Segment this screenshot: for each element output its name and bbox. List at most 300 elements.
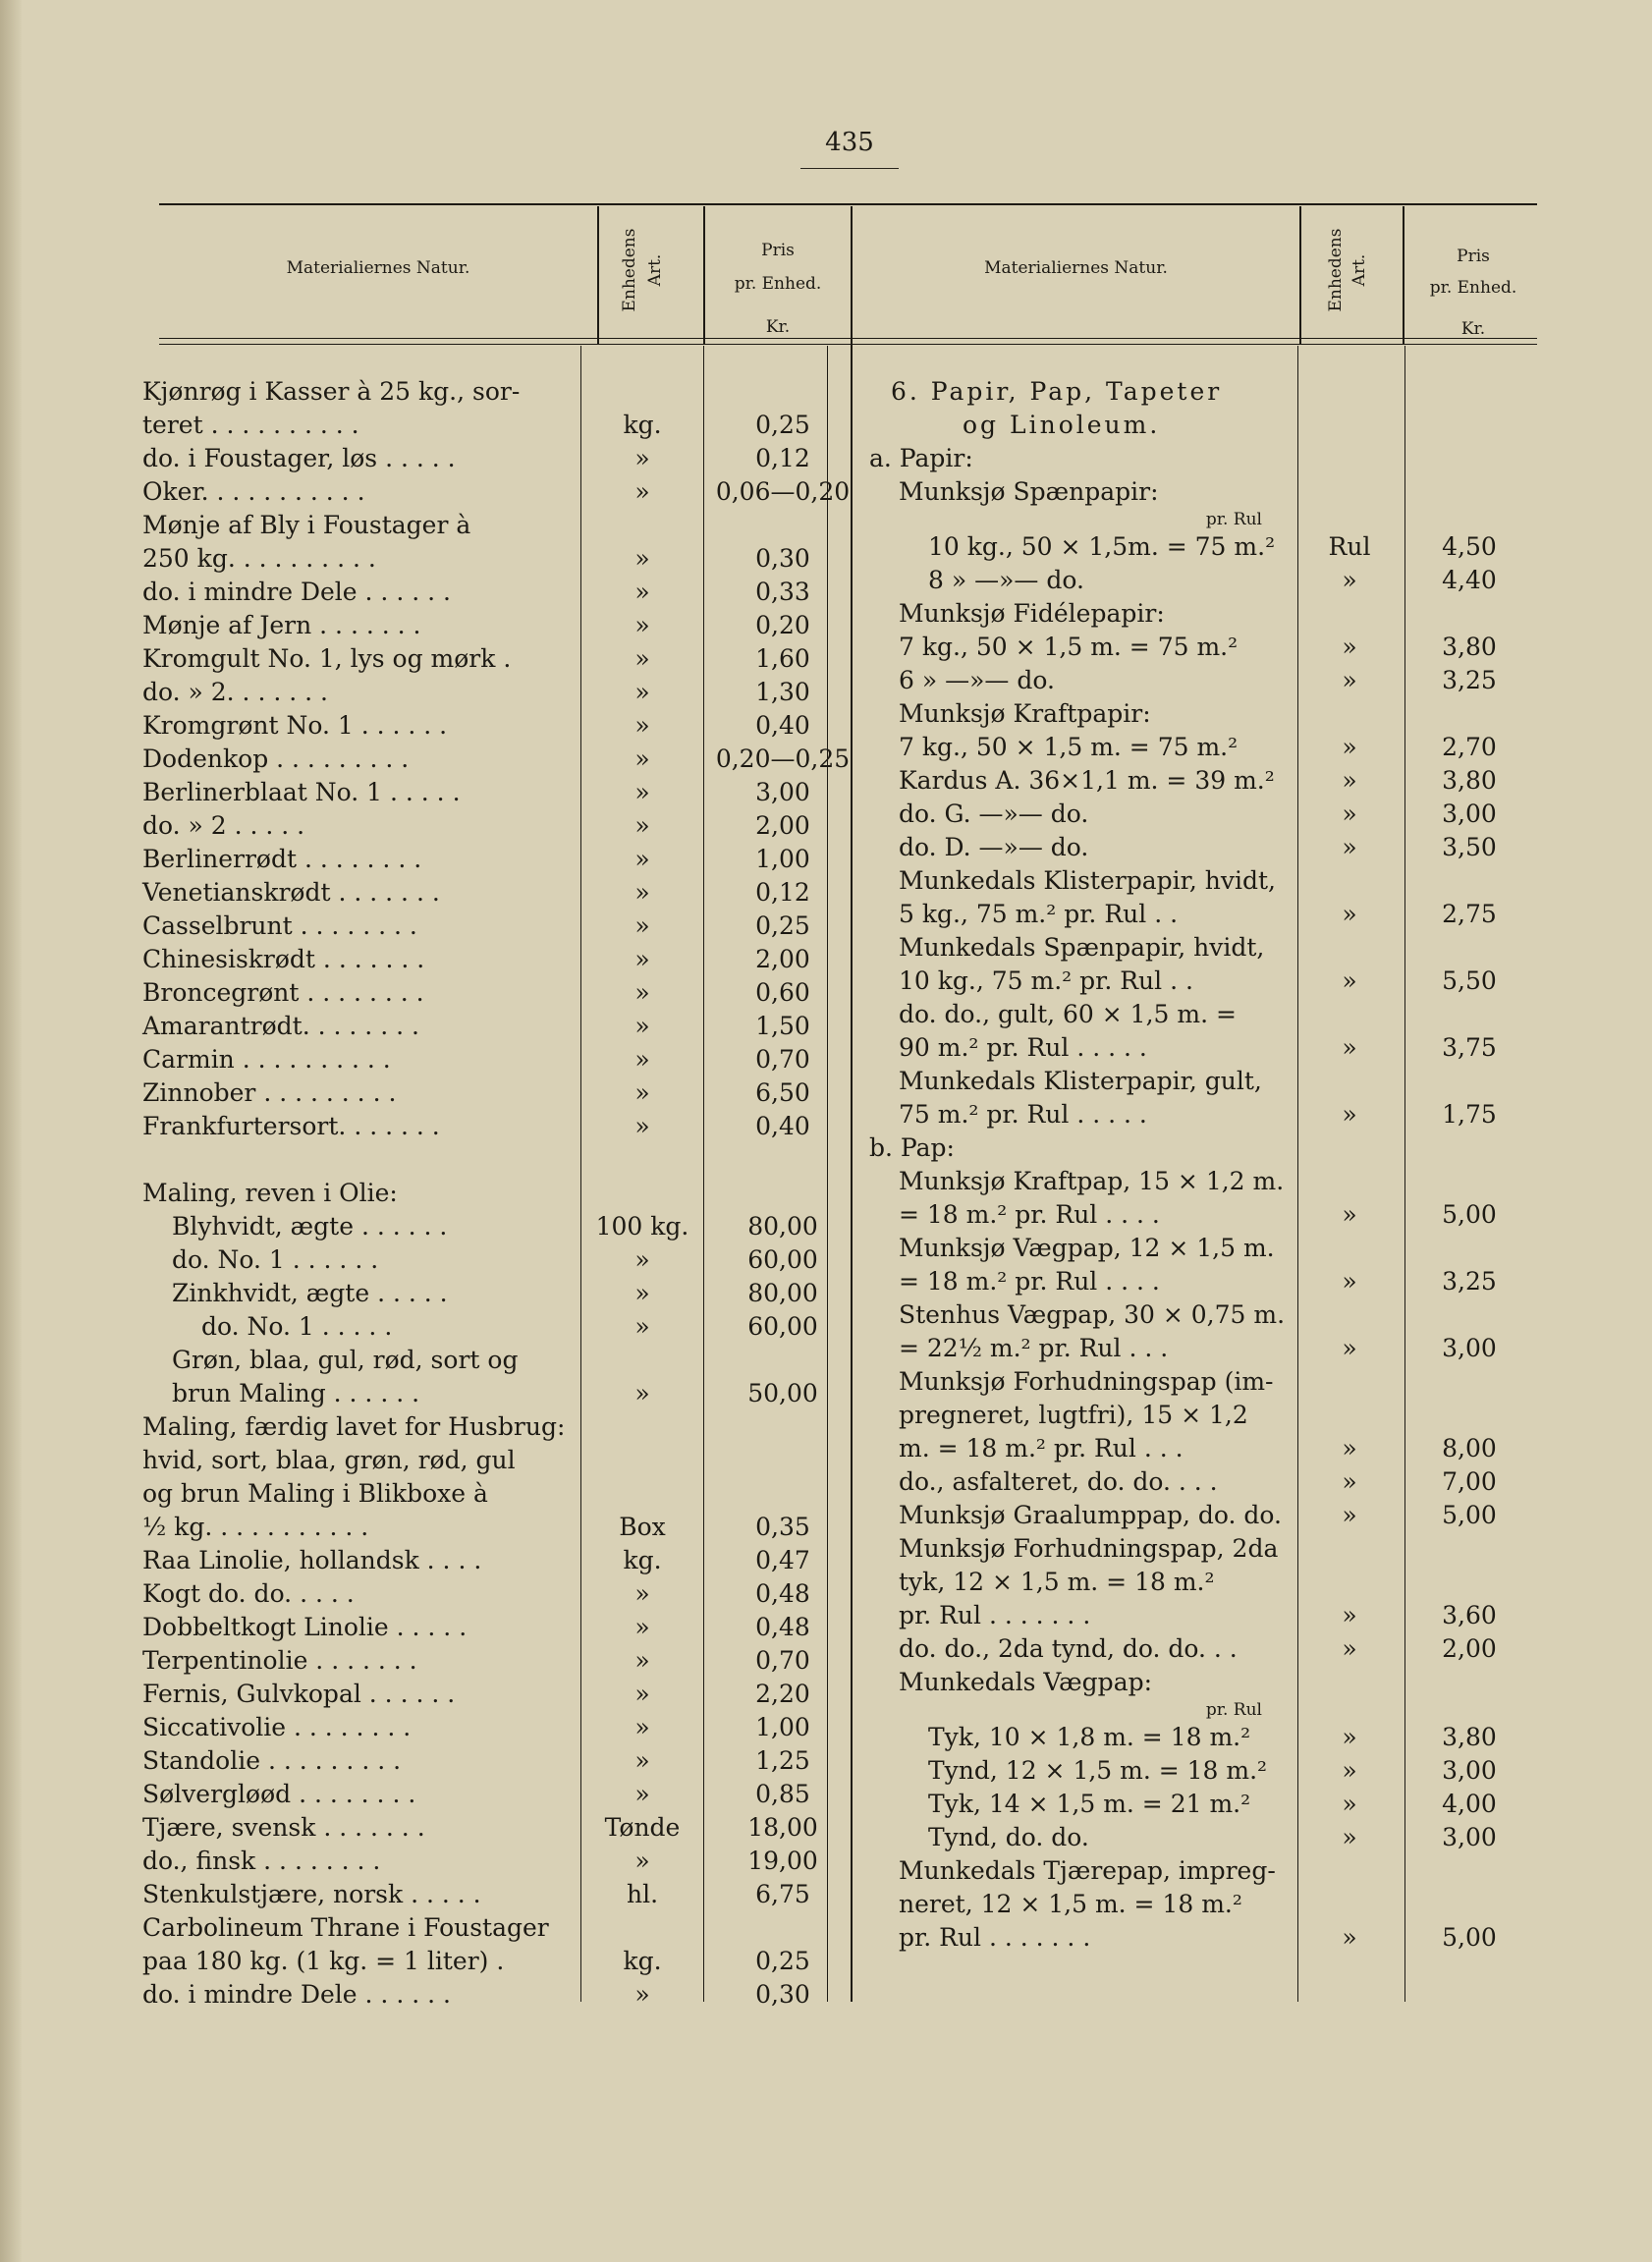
item-unit: » [634, 444, 650, 472]
table-row [142, 1210, 818, 1243]
item-description: do. D. —»— do. [899, 833, 1089, 861]
table-row [869, 898, 1497, 931]
item-description: Siccativolie . . . . . . . . [142, 1713, 412, 1741]
item-description: Munksjø Forhudningspap (im- [899, 1367, 1274, 1396]
item-unit: » [634, 811, 650, 840]
item-price: 0,12 [755, 878, 810, 907]
item-description: Tynd, 12 × 1,5 m. = 18 m.² [928, 1756, 1268, 1785]
item-unit: » [1342, 833, 1357, 861]
item-price: 60,00 [747, 1312, 818, 1341]
table-row [142, 910, 810, 943]
table-row [869, 509, 1272, 530]
table-row [869, 1666, 1272, 1699]
table-row [142, 1878, 810, 1911]
item-price: 0,85 [755, 1780, 810, 1808]
item-description: Carmin . . . . . . . . . . [142, 1045, 391, 1074]
table-row [869, 931, 1272, 965]
item-price: 0,06—0,20 [715, 477, 851, 506]
item-price: 0,70 [755, 1646, 810, 1675]
right-unit-divider [1299, 206, 1301, 344]
item-description: Munkedals Klisterpapir, gult, [899, 1067, 1262, 1095]
item-unit: » [634, 745, 650, 773]
item-description: do. » 2 . . . . . [142, 811, 305, 840]
item-price: 2,20 [755, 1680, 810, 1708]
item-price: 3,80 [1442, 633, 1497, 661]
item-description: Munksjø Vægpap, 12 × 1,5 m. [899, 1234, 1275, 1262]
table-row [869, 798, 1497, 831]
item-price: 5,00 [1442, 1923, 1497, 1952]
item-price: 0,35 [755, 1513, 810, 1541]
item-price: 6,75 [755, 1880, 810, 1908]
item-unit: » [1342, 1923, 1357, 1952]
item-price: 2,00 [755, 811, 810, 840]
item-description: Tynd, do. do. [928, 1823, 1089, 1851]
item-unit: » [1342, 566, 1357, 594]
item-description: Dodenkop . . . . . . . . . [142, 745, 410, 773]
table-row [142, 743, 851, 776]
item-price: 0,48 [755, 1613, 810, 1641]
item-price: 0,40 [755, 711, 810, 740]
item-unit: » [1342, 1200, 1357, 1229]
item-unit: » [634, 1980, 650, 2009]
item-unit: kg. [623, 411, 662, 439]
item-price: 0,30 [755, 1980, 810, 2009]
left-price-list [142, 375, 851, 2012]
table-row [142, 876, 810, 910]
table-row [869, 1465, 1497, 1499]
item-description: Venetianskrødt . . . . . . . [142, 878, 440, 907]
table-row [142, 843, 810, 876]
item-description: 5 kg., 75 m.² pr. Rul . . [899, 900, 1179, 928]
table-row [869, 1921, 1497, 1955]
table-row [869, 1566, 1272, 1599]
table-row [142, 1177, 584, 1210]
item-unit: » [1342, 1601, 1357, 1629]
item-description: ½ kg. . . . . . . . . . . [142, 1513, 369, 1541]
item-description: Fernis, Gulvkopal . . . . . . [142, 1680, 456, 1708]
item-description: paa 180 kg. (1 kg. = 1 liter) . [142, 1947, 505, 1975]
table-row [869, 597, 1272, 631]
item-description: Munksjø Kraftpapir: [899, 699, 1151, 728]
table-row [869, 764, 1497, 798]
table-row [869, 1432, 1497, 1465]
item-description: do. i Foustager, løs . . . . . [142, 444, 456, 472]
item-description: 75 m.² pr. Rul . . . . . [899, 1100, 1147, 1129]
item-description: 6 » —»— do. [899, 666, 1055, 694]
table-row [869, 1065, 1272, 1098]
item-description: pr. Rul . . . . . . . [899, 1923, 1091, 1952]
item-unit: » [1342, 1501, 1357, 1529]
item-price: 3,00 [1442, 800, 1497, 828]
item-price: 3,80 [1442, 766, 1497, 795]
item-unit: » [1342, 1823, 1357, 1851]
item-unit: » [634, 544, 650, 573]
item-description: do. do., 2da tynd, do. do. . . [899, 1634, 1238, 1663]
item-price: 80,00 [747, 1212, 818, 1241]
item-description: Carbolineum Thrane i Foustager [142, 1913, 549, 1942]
item-unit: » [634, 1713, 650, 1741]
item-unit: 100 kg. [595, 1212, 689, 1241]
item-description: Munkedals Vægpap: [899, 1668, 1153, 1696]
right-header-unit-bottom: Art. [1349, 253, 1369, 287]
table-row [142, 509, 584, 542]
item-description: = 18 m.² pr. Rul . . . . [899, 1267, 1160, 1296]
table-row [142, 1377, 818, 1410]
item-description: Stenhus Vægpap, 30 × 0,75 m. [899, 1300, 1286, 1329]
table-row [869, 1788, 1497, 1821]
item-description: 7 kg., 50 × 1,5 m. = 75 m.² [899, 633, 1239, 661]
item-description: Berlinerrødt . . . . . . . . [142, 845, 422, 873]
table-row [142, 1444, 584, 1477]
item-unit: » [634, 945, 650, 973]
left-unit-divider [597, 206, 599, 344]
item-price: 60,00 [747, 1245, 818, 1274]
table-row [869, 864, 1276, 898]
table-row [142, 676, 810, 709]
item-unit: » [1342, 766, 1357, 795]
item-unit: » [634, 1245, 650, 1274]
item-unit: » [634, 1078, 650, 1107]
table-row [869, 1198, 1497, 1232]
item-description: Raa Linolie, hollandsk . . . . [142, 1546, 482, 1574]
item-unit: » [634, 644, 650, 673]
item-unit: » [634, 1279, 650, 1307]
item-price: 0,20 [755, 611, 810, 639]
item-price: 19,00 [747, 1847, 818, 1875]
table-row [142, 475, 851, 509]
item-description: 90 m.² pr. Rul . . . . . [899, 1033, 1147, 1062]
table-row [142, 1611, 810, 1644]
item-description: Standolie . . . . . . . . . [142, 1746, 402, 1775]
item-price: 3,00 [1442, 1756, 1497, 1785]
item-description: Stenkulstjære, norsk . . . . . [142, 1880, 481, 1908]
item-price: 50,00 [747, 1379, 818, 1407]
table-row [142, 1911, 584, 1945]
item-unit: » [634, 845, 650, 873]
table-row [869, 475, 1272, 509]
item-description: Kardus A. 36×1,1 m. = 39 m.² [899, 766, 1275, 795]
item-description: Mønje af Bly i Foustager à [142, 511, 471, 539]
item-description: do. » 2. . . . . . . [142, 678, 328, 706]
item-description: Zinnober . . . . . . . . . [142, 1078, 397, 1107]
item-price: 3,25 [1442, 1267, 1497, 1296]
item-description: b. Pap: [869, 1133, 955, 1162]
item-description: Tjære, svensk . . . . . . . [142, 1813, 425, 1842]
item-description: Dobbeltkogt Linolie . . . . . [142, 1613, 468, 1641]
item-description: do. i mindre Dele . . . . . . [142, 578, 451, 606]
table-row [142, 1945, 810, 1978]
item-price: 0,48 [755, 1579, 810, 1608]
table-row [142, 642, 810, 676]
item-description: Zinkhvidt, ægte . . . . . [172, 1279, 448, 1307]
item-unit: » [1342, 633, 1357, 661]
item-price: 1,00 [755, 845, 810, 873]
table-row [869, 375, 1272, 409]
table-row [142, 1678, 810, 1711]
item-unit: » [634, 1312, 650, 1341]
table-row [142, 1076, 810, 1110]
table-row [869, 1298, 1286, 1332]
right-header-price-top: Pris [1457, 247, 1490, 266]
item-price: 8,00 [1442, 1434, 1497, 1462]
table-row [869, 1721, 1497, 1754]
item-price: 3,00 [755, 778, 810, 806]
table-row [142, 576, 810, 609]
table-row [142, 1143, 584, 1177]
item-unit: » [634, 878, 650, 907]
item-description: Amarantrødt. . . . . . . . [142, 1012, 419, 1040]
item-price: 6,50 [755, 1078, 810, 1107]
item-price: 4,00 [1442, 1790, 1497, 1818]
table-row [142, 1644, 810, 1678]
table-row [142, 609, 810, 642]
item-description: Grøn, blaa, gul, rød, sort og [172, 1346, 519, 1374]
item-price: 1,60 [755, 644, 810, 673]
item-description: a. Papir: [869, 444, 973, 472]
item-description: Blyhvidt, ægte . . . . . . [172, 1212, 448, 1241]
table-row [869, 1532, 1279, 1566]
table-row [869, 631, 1497, 664]
item-description: = 22½ m.² pr. Rul . . . [899, 1334, 1169, 1362]
item-unit: » [1342, 1334, 1357, 1362]
table-row [142, 1511, 810, 1544]
item-description: Sølvergløød . . . . . . . . [142, 1780, 416, 1808]
table-row [869, 1265, 1497, 1298]
item-price: 0,60 [755, 978, 810, 1007]
table-row [869, 1332, 1497, 1365]
item-description: Frankfurtersort. . . . . . . [142, 1112, 440, 1140]
item-price: 2,75 [1442, 900, 1497, 928]
table-row [142, 1978, 810, 2012]
table-row [142, 943, 810, 976]
item-description: 10 kg., 75 m.² pr. Rul . . [899, 966, 1193, 995]
item-description: pr. Rul . . . . . . . [899, 1601, 1091, 1629]
table-row [869, 1499, 1497, 1532]
item-description: pr. Rul [1205, 510, 1262, 529]
item-description: do., asfalteret, do. do. . . . [899, 1467, 1218, 1496]
item-description: Kromgult No. 1, lys og mørk . [142, 644, 512, 673]
item-price: 3,50 [1442, 833, 1497, 861]
table-row [142, 1043, 810, 1076]
table-row [142, 1577, 810, 1611]
item-description: Munkedals Klisterpapir, hvidt, [899, 866, 1276, 895]
item-price: 1,75 [1442, 1100, 1497, 1129]
item-price: 80,00 [747, 1279, 818, 1307]
item-unit: » [1342, 966, 1357, 995]
item-price: 5,50 [1442, 966, 1497, 995]
left-header-unit-top: Enhedens [620, 228, 639, 312]
item-price: 5,00 [1442, 1200, 1497, 1229]
item-price: 3,60 [1442, 1601, 1497, 1629]
item-description: 250 kg. . . . . . . . . . [142, 544, 376, 573]
item-description: pr. Rul [1205, 1700, 1262, 1720]
item-unit: » [634, 1045, 650, 1074]
item-price: 7,00 [1442, 1467, 1497, 1496]
table-row [869, 731, 1497, 764]
table-row [869, 831, 1497, 864]
item-price: 0,25 [755, 911, 810, 940]
item-description: Munksjø Kraftpap, 15 × 1,2 m. [899, 1167, 1285, 1195]
table-row [869, 664, 1497, 697]
item-price: 0,20—0,25 [715, 745, 851, 773]
table-row [869, 1031, 1497, 1065]
item-description: Chinesiskrødt . . . . . . . [142, 945, 425, 973]
item-unit: » [634, 678, 650, 706]
table-row [869, 1854, 1276, 1888]
item-unit: » [634, 1680, 650, 1708]
item-description: brun Maling . . . . . . [172, 1379, 420, 1407]
item-description: Tyk, 14 × 1,5 m. = 21 m.² [928, 1790, 1251, 1818]
item-description: Munksjø Fidélepapir: [899, 599, 1165, 628]
item-description: og brun Maling i Blikboxe à [142, 1479, 488, 1508]
table-row [869, 1754, 1497, 1788]
item-description: Oker. . . . . . . . . . . [142, 477, 365, 506]
item-description: Kjønrøg i Kasser à 25 kg., sor- [142, 377, 521, 406]
table-row [142, 1010, 810, 1043]
table-row [142, 409, 810, 442]
item-unit: » [634, 711, 650, 740]
item-price: 2,00 [755, 945, 810, 973]
item-price: 0,25 [755, 1947, 810, 1975]
table-row [142, 1811, 818, 1845]
item-description: Munksjø Forhudningspap, 2da [899, 1534, 1279, 1563]
item-unit: » [634, 1379, 650, 1407]
item-description: 6. Papir, Pap, Tapeter [891, 377, 1223, 406]
item-price: 1,00 [755, 1713, 810, 1741]
item-unit: » [634, 1012, 650, 1040]
item-description: Kogt do. do. . . . . [142, 1579, 355, 1608]
item-unit: kg. [623, 1546, 662, 1574]
right-header-price-bottom: Kr. [1460, 319, 1486, 339]
item-unit: » [1342, 900, 1357, 928]
item-unit: Tønde [604, 1813, 681, 1842]
item-price: 3,25 [1442, 666, 1497, 694]
header-rule-2 [159, 344, 1537, 345]
table-row [142, 1744, 810, 1778]
item-price: 1,50 [755, 1012, 810, 1040]
item-unit: » [1342, 1100, 1357, 1129]
item-unit: » [1342, 1434, 1357, 1462]
item-description: do. No. 1 . . . . . [201, 1312, 393, 1341]
item-price: 1,25 [755, 1746, 810, 1775]
table-row [142, 1243, 818, 1277]
table-row [869, 1399, 1272, 1432]
table-row [869, 1131, 1272, 1165]
item-description: teret . . . . . . . . . . [142, 411, 359, 439]
item-description: Terpentinolie . . . . . . . [142, 1646, 417, 1675]
item-description: Berlinerblaat No. 1 . . . . . [142, 778, 461, 806]
item-description: do. i mindre Dele . . . . . . [142, 1980, 451, 2009]
table-row [142, 1845, 818, 1878]
table-row [142, 1277, 818, 1310]
left-header-price-mid: pr. Enhed. [734, 274, 822, 294]
item-unit: » [634, 1579, 650, 1608]
table-row [869, 1365, 1272, 1399]
item-price: 0,70 [755, 1045, 810, 1074]
item-unit: » [634, 778, 650, 806]
item-unit: » [1342, 1634, 1357, 1663]
item-description: do. No. 1 . . . . . . [172, 1245, 379, 1274]
item-description: Munksjø Spænpapir: [899, 477, 1159, 506]
left-header-price-bottom: Kr. [765, 317, 791, 337]
table-row [142, 442, 810, 475]
table-row [142, 1544, 810, 1577]
item-price: 0,30 [755, 544, 810, 573]
item-price: 0,47 [755, 1546, 810, 1574]
table-row [142, 1344, 584, 1377]
table-row [869, 1599, 1497, 1632]
item-price: 5,00 [1442, 1501, 1497, 1529]
item-price: 4,50 [1442, 532, 1497, 561]
table-row [869, 442, 1272, 475]
right-header-price-mid: pr. Enhed. [1429, 278, 1517, 298]
item-price: 3,00 [1442, 1823, 1497, 1851]
item-unit: » [1342, 1723, 1357, 1751]
item-unit: » [634, 911, 650, 940]
item-price: 4,40 [1442, 566, 1497, 594]
item-description: Tyk, 10 × 1,8 m. = 18 m.² [928, 1723, 1251, 1751]
right-price-list [869, 375, 1497, 1955]
item-description: m. = 18 m.² pr. Rul . . . [899, 1434, 1184, 1462]
item-unit: » [1342, 1756, 1357, 1785]
item-description: tyk, 12 × 1,5 m. = 18 m.² [899, 1568, 1215, 1596]
table-row [869, 409, 1272, 442]
item-price: 0,33 [755, 578, 810, 606]
table-row [142, 1711, 810, 1744]
item-unit: » [634, 1613, 650, 1641]
table-row [142, 542, 810, 576]
page-number: 435 [825, 128, 874, 157]
table-row [142, 1310, 818, 1344]
table-row [869, 564, 1497, 597]
left-header-price-top: Pris [761, 241, 795, 260]
item-unit: » [634, 1646, 650, 1675]
page-binding-edge [0, 0, 22, 2262]
item-price: 1,30 [755, 678, 810, 706]
item-unit: Rul [1328, 532, 1371, 561]
item-price: 0,25 [755, 411, 810, 439]
table-row [869, 1821, 1497, 1854]
table-row [142, 1477, 584, 1511]
table-row [142, 776, 810, 809]
item-description: Maling, reven i Olie: [142, 1179, 398, 1207]
item-unit: » [1342, 1790, 1357, 1818]
item-description: = 18 m.² pr. Rul . . . . [899, 1200, 1160, 1229]
table-row [869, 1098, 1497, 1131]
right-header-unit-top: Enhedens [1326, 228, 1346, 312]
item-price: 2,70 [1442, 733, 1497, 761]
table-row [869, 1632, 1497, 1666]
table-row [142, 976, 810, 1010]
item-price: 0,12 [755, 444, 810, 472]
item-price: 0,40 [755, 1112, 810, 1140]
item-description: pregneret, lugtfri), 15 × 1,2 [899, 1401, 1248, 1429]
table-row [142, 375, 584, 409]
item-description: Maling, færdig lavet for Husbrug: [142, 1412, 566, 1441]
item-description: Munkedals Spænpapir, hvidt, [899, 933, 1265, 962]
item-unit: » [634, 1847, 650, 1875]
item-description: 7 kg., 50 × 1,5 m. = 75 m.² [899, 733, 1239, 761]
table-row [142, 709, 810, 743]
item-price: 18,00 [747, 1813, 818, 1842]
item-price: 3,80 [1442, 1723, 1497, 1751]
left-header-material: Materialiernes Natur. [286, 258, 470, 278]
item-description: do., finsk . . . . . . . . [142, 1847, 381, 1875]
item-description: neret, 12 × 1,5 m. = 18 m.² [899, 1890, 1242, 1918]
table-row [869, 965, 1497, 998]
left-header-unit-bottom: Art. [645, 253, 665, 287]
item-description: Casselbrunt . . . . . . . . [142, 911, 417, 940]
